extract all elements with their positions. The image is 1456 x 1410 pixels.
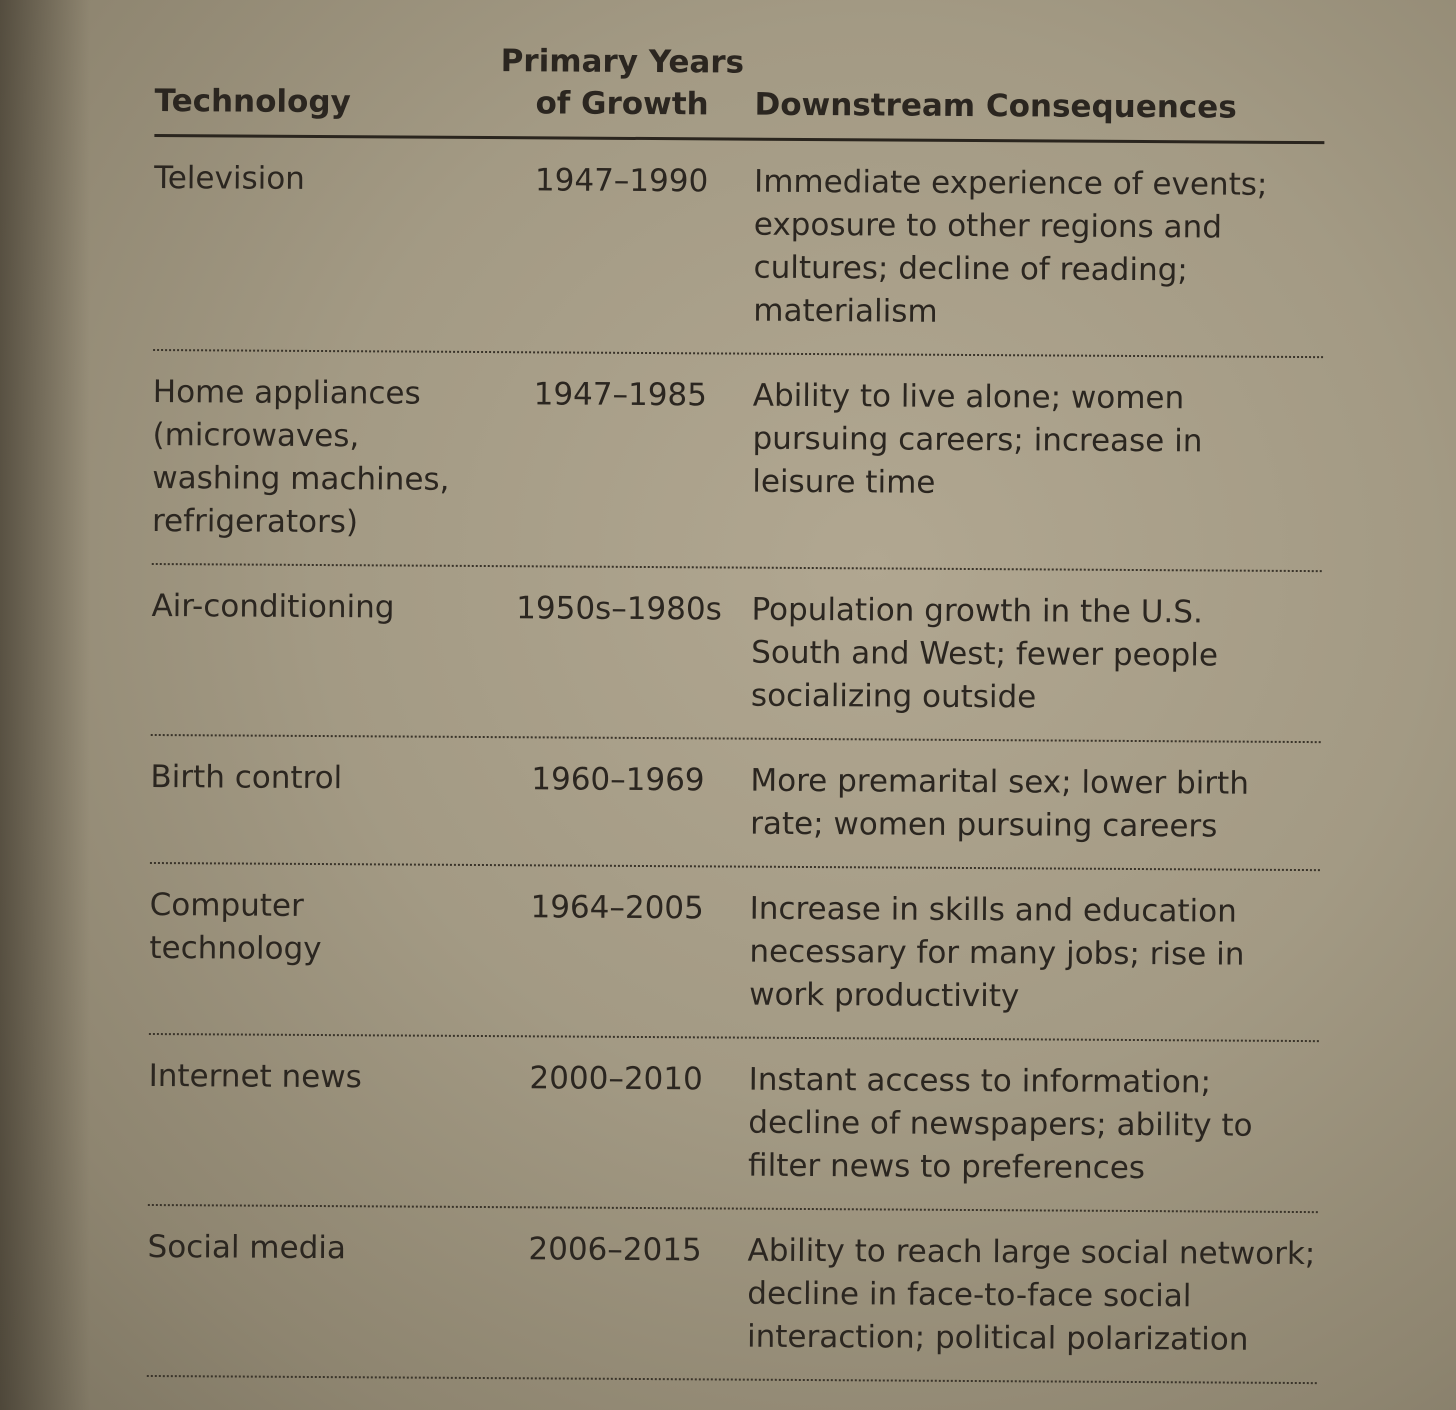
technology-cell xyxy=(148,1055,484,1186)
table-row xyxy=(147,1206,1318,1384)
consequences-line: decline of newspapers; ability to xyxy=(748,1104,1253,1144)
table-row xyxy=(149,864,1320,1042)
table-row xyxy=(150,736,1321,871)
technology-cell xyxy=(149,884,485,1015)
years-cell: 1960–1969 xyxy=(531,761,705,799)
years-cell: 1950s–1980s xyxy=(516,590,722,628)
consequences-line: South and West; fewer people xyxy=(751,634,1219,674)
consequences-line: Population growth in the U.S. xyxy=(751,591,1203,631)
technology-line: Birth control xyxy=(150,758,343,797)
technology-line: refrigerators) xyxy=(151,502,359,541)
technology-line: Air-conditioning xyxy=(151,587,395,626)
consequences-cell xyxy=(748,1059,1319,1191)
consequences-line: work productivity xyxy=(749,976,1020,1015)
header-years-line1: Primary Years xyxy=(500,43,745,81)
consequences-line: Ability to reach large social network; xyxy=(747,1232,1316,1273)
consequences-line: Instant access to information; xyxy=(748,1061,1212,1101)
table-row xyxy=(152,351,1323,572)
table-body xyxy=(147,137,1325,1384)
consequences-cell xyxy=(750,760,1321,849)
years-cell: 2006–2015 xyxy=(528,1231,702,1269)
consequences-line: exposure to other regions and xyxy=(753,206,1223,246)
technology-line: Computer xyxy=(149,886,304,924)
table-row xyxy=(148,1035,1319,1213)
technology-line: Internet news xyxy=(148,1057,362,1096)
consequences-line: Ability to live alone; women xyxy=(752,377,1185,417)
consequences-line: rate; women pursuing careers xyxy=(750,805,1218,845)
years-cell: 1964–2005 xyxy=(530,889,704,927)
consequences-line: pursuing careers; increase in xyxy=(752,420,1203,460)
consequences-line: decline in face-to-face social xyxy=(747,1275,1192,1315)
years-cell: 1947–1985 xyxy=(533,376,708,414)
technology-cell xyxy=(152,371,488,545)
technology-table xyxy=(147,36,1325,1384)
consequences-line: interaction; political polarization xyxy=(746,1318,1249,1358)
consequences-line: Increase in skills and education xyxy=(749,890,1237,930)
technology-line: Social media xyxy=(147,1228,347,1267)
technology-line: Television xyxy=(154,159,306,197)
consequences-cell xyxy=(752,375,1323,550)
consequences-cell xyxy=(751,589,1322,721)
table-row xyxy=(151,565,1322,743)
consequences-line: More premarital sex; lower birth xyxy=(750,762,1250,802)
technology-cell xyxy=(150,756,486,844)
header-technology: Technology xyxy=(154,82,351,121)
table-row xyxy=(153,137,1324,358)
header-years xyxy=(489,40,755,126)
years-cell: 1947–1990 xyxy=(534,162,709,200)
consequences-cell xyxy=(749,888,1320,1020)
consequences-line: Immediate experience of events; xyxy=(754,163,1268,203)
consequences-line: cultures; decline of reading; xyxy=(753,249,1188,289)
technology-cell xyxy=(147,1226,483,1357)
technology-cell xyxy=(151,585,487,716)
consequences-cell xyxy=(747,1230,1318,1362)
consequences-line: necessary for many jobs; rise in xyxy=(749,933,1245,973)
consequences-line: materialism xyxy=(753,292,938,330)
technology-cell xyxy=(153,157,489,331)
page-gutter-shadow xyxy=(0,0,90,1410)
table-header xyxy=(154,36,1325,144)
technology-line: (microwaves, xyxy=(152,416,360,455)
technology-line: Home appliances xyxy=(152,373,421,412)
consequences-line: socializing outside xyxy=(750,677,1037,716)
consequences-line: leisure time xyxy=(752,463,936,501)
consequences-line: filter news to preferences xyxy=(748,1147,1146,1187)
years-cell: 2000–2010 xyxy=(529,1060,703,1098)
header-years-line2: of Growth xyxy=(535,85,709,123)
technology-line: technology xyxy=(149,929,322,968)
technology-line: washing machines, xyxy=(152,459,450,498)
consequences-cell xyxy=(753,161,1324,336)
header-consequences: Downstream Consequences xyxy=(754,86,1237,126)
